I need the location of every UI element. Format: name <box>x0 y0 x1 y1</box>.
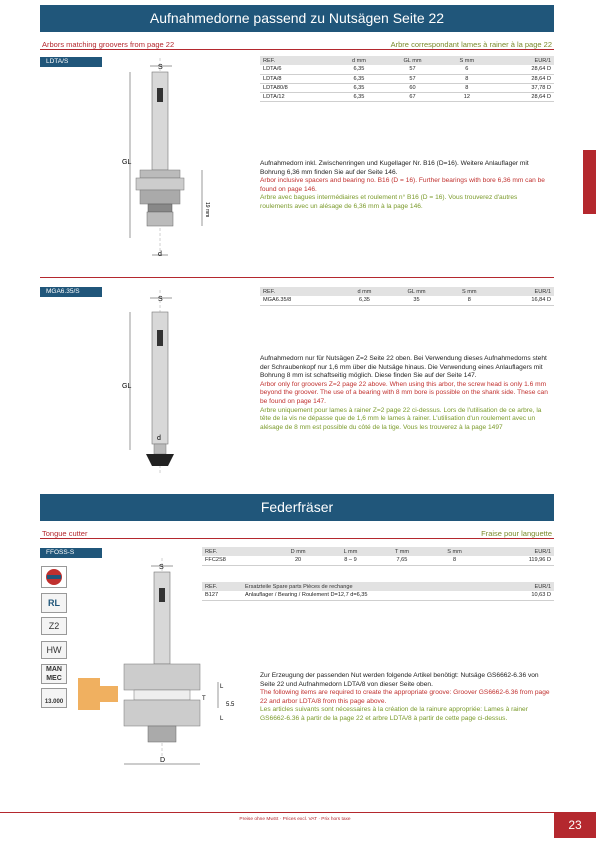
text-fr: Arbre uniquement pour lames à rainer Z=2 page 22 ci-dessus. Lors de l'utilisation de ce arbre, la tête de la vis ne dépasse que de 1,6 mm le lames à rainer. L'utilisation d'un roulement avec un alésage de 8 mm est possible du côté de la tige. Vous les trouverez à la page 1497 <box>260 406 542 431</box>
col-d: d mm <box>335 56 384 65</box>
col-ref: REF. <box>202 547 271 556</box>
table-row <box>260 92 554 101</box>
shank <box>154 572 170 664</box>
table-row <box>260 65 554 74</box>
cell: LDTA/8 <box>260 74 335 83</box>
cell: MGA6.35/8 <box>260 296 341 305</box>
dim-l-label: L <box>220 716 224 722</box>
cell: 67 <box>383 92 442 101</box>
cell: 16,84 D <box>494 296 554 305</box>
table-row <box>260 74 554 83</box>
col-s: S mm <box>445 287 494 296</box>
col-eur: EUR/1 <box>481 547 554 556</box>
hw-icon: HW <box>41 641 67 659</box>
screw-head <box>146 454 174 466</box>
table-row <box>202 591 554 600</box>
cell: 6,35 <box>335 92 384 101</box>
subtitle-en: Tongue cutter <box>42 529 88 538</box>
dim-gl-label: GL <box>122 383 132 390</box>
product-table-ffc <box>202 547 554 566</box>
cell: 8 <box>442 83 492 92</box>
footer-line <box>0 812 596 813</box>
shank-marking <box>157 330 163 346</box>
text-en: The following items are required to create the appropriate groove: Groover GS6662-6.36 from page 22 and arbor LDTA/8 from this page above. <box>260 689 550 705</box>
table-row <box>260 296 554 305</box>
cell: 8 <box>428 556 481 565</box>
col-s: S mm <box>428 547 481 556</box>
text-en: Arbor inclusive spacers and bearing no. B16 (D = 16). Further bearings with bore 6,36 mm can be found on page 146. <box>260 177 545 193</box>
spare-parts-table <box>202 582 554 601</box>
dim-d-label: d <box>158 251 162 258</box>
col-eur: EUR/1 <box>502 582 554 591</box>
shank <box>152 72 168 170</box>
rl-icon: RL <box>41 593 67 613</box>
cell: Anlauflager / Bearing / Roulement D=12,7 d=6,35 <box>242 591 502 600</box>
dim-d-label: d <box>157 435 161 442</box>
col-d: d mm <box>341 287 388 296</box>
dim-s-label: S <box>158 64 163 71</box>
dim-55-label: 5.5 <box>226 702 235 708</box>
product-table-ldta <box>260 56 554 102</box>
divider <box>40 277 554 278</box>
rpm-icon: 13.000 <box>41 688 67 708</box>
dim-t-label: T <box>202 696 206 702</box>
cell: 6 <box>442 65 492 74</box>
arbor-mga-drawing <box>110 290 210 480</box>
z2-icon: Z2 <box>41 617 67 635</box>
cell: 57 <box>383 74 442 83</box>
cell: 20 <box>271 556 325 565</box>
description-ldta <box>260 160 550 212</box>
cell: LDTA/6 <box>260 65 335 74</box>
dim-s-label: S <box>159 564 164 571</box>
man-mec-icon: MAN MEC <box>41 664 67 684</box>
text-de: Aufnahmedorn nur für Nutsägen Z=2 Seite 22 oben. Bei Verwendung dieses Aufnahmedorns steht der Schraubenkopf nur 1,6 mm über die Nutsäge hinaus. Die Verwendung eines Anlauflagers mit Bohrung 8 mm ist schaftseitig möglich. Diese finden Sie auf der Seite 147. <box>260 355 547 380</box>
cell: 10,63 D <box>502 591 554 600</box>
section-title-arbors: Aufnahmedorne passend zu Nutsägen Seite 22 <box>40 5 554 32</box>
section-title-tongue-cutter: Federfräser <box>40 494 554 521</box>
col-l: L mm <box>325 547 376 556</box>
footer-note: Preise ohne MwSt · Prices excl. VAT · Prix hors taxe <box>239 817 351 822</box>
text-de: Aufnahmedorn inkl. Zwischenringen und Kugellager Nr. B16 (D=16). Weitere Anlauflager mit Bohrung 6,36 mm finden Sie auf der Seite 146. <box>260 160 529 176</box>
tongue-cutter-drawing <box>78 558 248 772</box>
col-ref: REF. <box>260 56 335 65</box>
dim-l-label: L <box>220 684 224 690</box>
cell: 6,35 <box>341 296 388 305</box>
dim-gl-label: GL <box>122 159 132 166</box>
subtitle-en: Arbors matching groovers from page 22 <box>42 40 175 49</box>
product-code-badge: FFOSS-S <box>40 548 102 558</box>
cutter-gap <box>134 690 190 700</box>
cell: FFC2S8 <box>202 556 271 565</box>
cell: 35 <box>388 296 445 305</box>
col-gl: GL mm <box>388 287 445 296</box>
dim-19-label: 19 mm <box>204 202 210 218</box>
col-eur: EUR/1 <box>492 56 554 65</box>
cell: 60 <box>383 83 442 92</box>
divider <box>40 49 554 50</box>
cell: 6,35 <box>335 74 384 83</box>
dim-s-label: S <box>158 296 163 303</box>
col-s: S mm <box>442 56 492 65</box>
product-code-badge: LDTA/S <box>40 57 102 67</box>
cell: 8 – 9 <box>325 556 376 565</box>
cell: 7,65 <box>376 556 428 565</box>
bearing <box>148 726 176 742</box>
description-ffc <box>260 672 552 724</box>
cell: 6,35 <box>335 65 384 74</box>
text-de: Zur Erzeugung der passenden Nut werden folgende Artikel benötigt: Nutsäge GS6662-6.36 von Seite 22 und Aufnahmedorn LDTA/8 von dieser Seite oben. <box>260 672 539 688</box>
spacer <box>140 190 180 204</box>
cell: 119,96 D <box>481 556 554 565</box>
text-fr: Les articles suivants sont nécessaires à la création de la rainure appropriée: Lames à rainer GS6662-6.36 à partir de la page 22 et arbre LDTA/8 à partir de cette page ci-dessus. <box>260 706 528 722</box>
cutter-body <box>124 664 200 690</box>
col-eur: EUR/1 <box>494 287 554 296</box>
cell: 6,35 <box>335 83 384 92</box>
col-ref: REF. <box>260 287 341 296</box>
product-table-mga <box>260 287 554 306</box>
cutter-body <box>124 700 200 726</box>
cell: 28,64 D <box>492 74 554 83</box>
description-mga <box>260 355 552 432</box>
cell: 57 <box>383 65 442 74</box>
flange <box>140 170 180 178</box>
shank-marking <box>159 588 165 602</box>
text-en: Arbor only for groovers Z=2 page 22 above. When using this arbor, the screw head is only 1.6 mm beyond the groover. The use of a bearing with 8 mm bore is possible on the shank side. These can be found on page 147. <box>260 380 548 405</box>
safety-icon <box>41 566 67 588</box>
cell: 12 <box>442 92 492 101</box>
chapter-tab <box>583 150 596 214</box>
col-ref: REF. <box>202 582 242 591</box>
dim-d-label: D <box>160 757 166 764</box>
cell: B127 <box>202 591 242 600</box>
cell: LDTA/12 <box>260 92 335 101</box>
cell: 37,78 D <box>492 83 554 92</box>
cell: 8 <box>445 296 494 305</box>
text-fr: Arbre avec bagues intermédiaires et roulement n° B16 (D = 16). Vous trouverez d'autres roulements avec un alésage de 6,36 mm à la page 146. <box>260 194 518 210</box>
spacer <box>136 178 184 190</box>
arbor-ldta-drawing <box>110 58 220 258</box>
table-row <box>260 83 554 92</box>
subtitle-fr: Arbre correspondant lames à rainer à la page 22 <box>390 40 552 49</box>
bearing <box>148 204 172 212</box>
col-d: D mm <box>271 547 325 556</box>
table-row <box>202 556 554 565</box>
cell: 28,64 D <box>492 92 554 101</box>
safety-shield-icon <box>42 567 66 587</box>
page-number: 23 <box>554 812 596 838</box>
shank-marking <box>157 88 163 102</box>
nut <box>147 212 173 226</box>
col-t: T mm <box>376 547 428 556</box>
divider <box>40 538 554 539</box>
workpiece-tongue <box>78 678 118 710</box>
neck <box>154 444 166 454</box>
cell: 8 <box>442 74 492 83</box>
col-spare-parts: Ersatzteile Spare parts Pièces de rechange <box>242 582 502 591</box>
product-code-badge: MGA6.35/S <box>40 287 102 297</box>
col-gl: GL mm <box>383 56 442 65</box>
cell: LDTA80/8 <box>260 83 335 92</box>
cell: 28,64 D <box>492 65 554 74</box>
subtitle-fr: Fraise pour languette <box>481 529 552 538</box>
